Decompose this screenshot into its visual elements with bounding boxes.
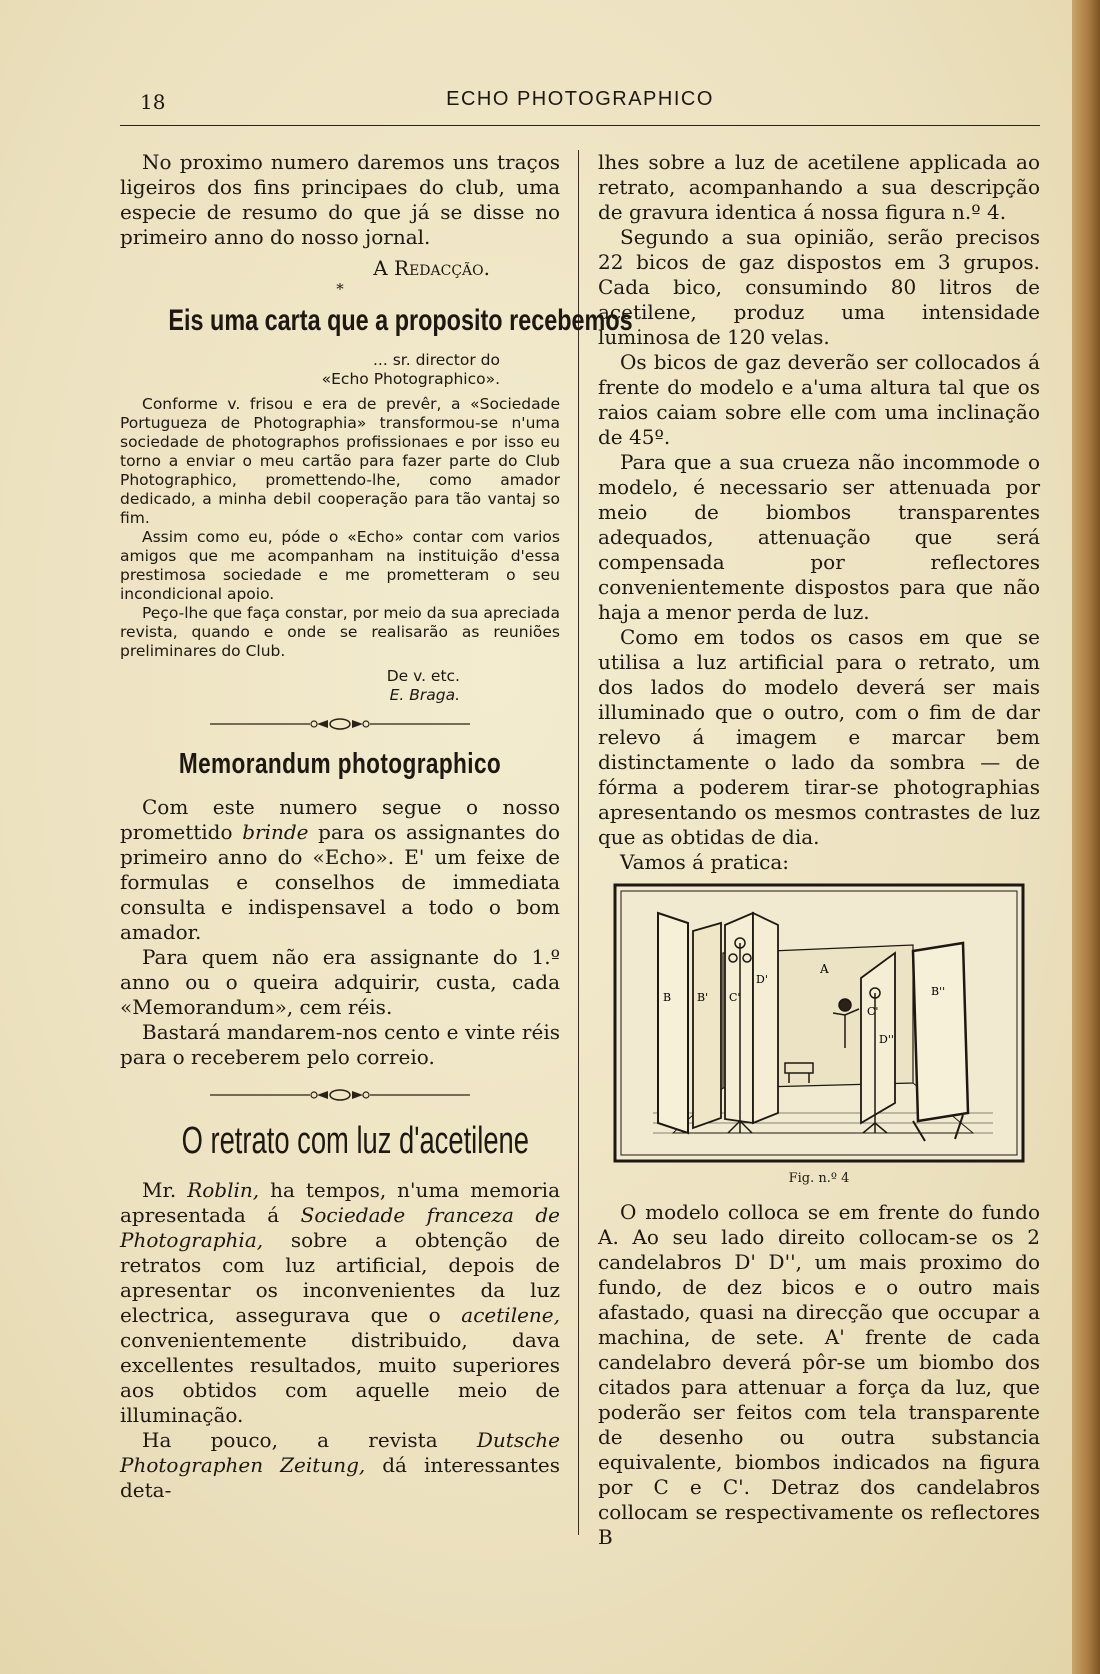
label-d-double-prime: D'': [879, 1033, 894, 1046]
right-paragraph-7: O modelo colloca se em frente do fundo A. Ao seu lado direito collocam-se os 2 candelabros D' D'', um mais proximo do fundo, de dez bicos e o outro mais afastado, quasi na direcção que occupar a machina, de sete. A' frente de cada candelabro deverá pôr-se um biombo dos citados para attenuar a força da luz, que poderão ser feitos com tela transparente de desenho ou outra substancia equivalente, biombos indicados na figura por C e C'. Detraz dos candelabros collocam se respectivamente os reflectores B: [598, 1200, 1040, 1549]
label-b-double-prime: B'': [931, 985, 946, 998]
label-c-left: C': [729, 991, 741, 1004]
memorandum-paragraph-2: Para quem não era assignante do 1.º anno ou o queira adquirir, custa, cada «Memorandum», cem réis.: [120, 945, 560, 1019]
letter-closing: De v. etc.: [386, 667, 460, 685]
memorandum-paragraph-3: Bastará mandarem-nos cento e vinte réis para o receberem pelo correio.: [120, 1020, 560, 1069]
right-paragraph-2: Segundo a sua opinião, serão precisos 22 bicos de gaz dispostos em 3 grupos. Cada bico, consumindo 80 litros de acetilene, produz uma intensidade luminosa de 120 velas.: [598, 225, 1040, 349]
ornament-divider: [210, 717, 470, 731]
memo-text-a: Com este numero segue o nosso promettido: [120, 795, 560, 844]
editorial-signature: A Redacção.: [373, 256, 490, 280]
art-text-acetilene: acetilene,: [461, 1303, 560, 1327]
label-b-prime: B': [697, 991, 709, 1004]
figure-4-illustration: [613, 883, 1025, 1163]
label-a: A: [820, 962, 829, 976]
memo-text-brinde: brinde: [242, 820, 309, 844]
letter-salutation-2: «Echo Photographico».: [321, 370, 500, 388]
editorial-note: No proximo numero daremos uns traços ligeiros dos fins principaes do club, uma especie de resumo do que já se disse no primeiro anno do nosso jornal.: [120, 150, 560, 249]
letter-signature: E. Braga.: [389, 686, 460, 704]
page-header: [120, 86, 1040, 122]
figure-caption: Fig. n.º 4: [788, 1171, 850, 1186]
art2-text-a: Ha pouco, a revista: [142, 1428, 477, 1452]
page-number: 18: [140, 90, 166, 114]
memorandum-paragraph-1: [120, 795, 560, 945]
column-divider: [578, 150, 579, 1535]
article-paragraph-1: [120, 1178, 560, 1428]
label-c-right: C': [867, 1005, 879, 1018]
reflector-b-prime: [693, 923, 721, 1128]
art-text-c: sobre a obtenção de retratos com luz artificial, depois de apresentar os inconvenientes da luz electrica, assegurava que o: [120, 1228, 560, 1327]
reflector-b: [658, 913, 688, 1133]
art2-text-b: dá interessantes deta-: [120, 1453, 560, 1502]
reflector-b-double-prime: [913, 943, 968, 1121]
right-paragraph-1: lhes sobre a luz de acetilene applicada ao retrato, acompanhando a sua descripção de gravura identica á nossa figura n.º 4.: [598, 150, 1040, 224]
label-b: B: [663, 991, 672, 1004]
header-rule: [120, 125, 1040, 126]
art2-text-journal: Dutsche Photographen Zeitung,: [120, 1428, 560, 1477]
right-paragraph-4: Para que a sua crueza não incommode o modelo, é necessario ser attenuada por meio de biombos transparentes adequados, attenuação que será compensada por reflectores convenientemente dispostos para que não haja a menor perda de luz.: [598, 450, 1040, 624]
section-asterisk: *: [336, 280, 344, 298]
right-paragraph-5: Como em todos os casos em que se utilisa a luz artificial para o retrato, um dos lados do modelo deverá ser mais illuminado que o outro, com o fim de dar relevo á imagem e marcar bem distinctamente o lado da sombra — de fórma a poderem tirar-se photographias apresentando os mesmos contrastes de luz que as obtidas de dia.: [598, 625, 1040, 849]
art-text-b: ha tempos, n'uma memoria apresentada á: [120, 1178, 560, 1227]
memorandum-heading: Memorandum photographico: [178, 748, 502, 780]
running-title: ECHO PHOTOGRAPHICO: [446, 88, 714, 110]
right-paragraph-6: Vamos á pratica:: [620, 850, 790, 874]
art-text-d: convenientemente distribuido, dava excellentes resultados, muito superiores aos obtidos com aquelle meio de illuminação.: [120, 1328, 560, 1427]
label-d-prime: D': [756, 973, 768, 986]
art-text-sociedade: Sociedade franceza de Photographia,: [120, 1203, 560, 1252]
letter-paragraph-3: Peço-lhe que faça constar, por meio da sua apreciada revista, quando e onde se realisarão as reuniões preliminares do Club.: [120, 604, 560, 660]
right-column: [598, 150, 1040, 1550]
letter-paragraph-1: Conforme v. frisou e era de prevêr, a «Sociedade Portugueza de Photographia» transformou-se n'uma sociedade de photographos profissionaes e por isso eu torno a enviar o meu cartão para fazer parte do Club Photographico, promettendo-lhe, como amador dedicado, a minha debil cooperação para tão vantaj so fim.: [120, 395, 560, 527]
left-column: [120, 150, 633, 1503]
art-text-a: Mr.: [142, 1178, 188, 1202]
memo-text-b: para os assignantes do primeiro anno do «Echo». E' um feixe de formulas e conselhos de immediata consulta e indispensavel a todo o bom amador.: [120, 820, 560, 944]
article-heading: O retrato com luz d'acetilene: [181, 1120, 529, 1162]
right-paragraph-3: Os bicos de gaz deverão ser collocados á frente do modelo e a'uma altura tal que os raios caiam sobre elle com uma inclinação de 45º.: [598, 350, 1040, 449]
book-spine-edge: [1072, 0, 1100, 1674]
letter-salutation-1: ... sr. director do: [372, 351, 500, 369]
article-paragraph-2: [120, 1428, 560, 1503]
letter-heading: Eis uma carta que a proposito recebemos: [168, 304, 633, 337]
letter-paragraph-2: Assim como eu, póde o «Echo» contar com varios amigos que me acompanham na instituição d'essa prestimosa sociedade e me prometteram o seu incondicional apoio.: [120, 528, 560, 603]
art-text-roblin: Roblin,: [187, 1178, 260, 1202]
ornament-divider-2: [210, 1088, 470, 1102]
screen-c: [725, 913, 753, 1123]
